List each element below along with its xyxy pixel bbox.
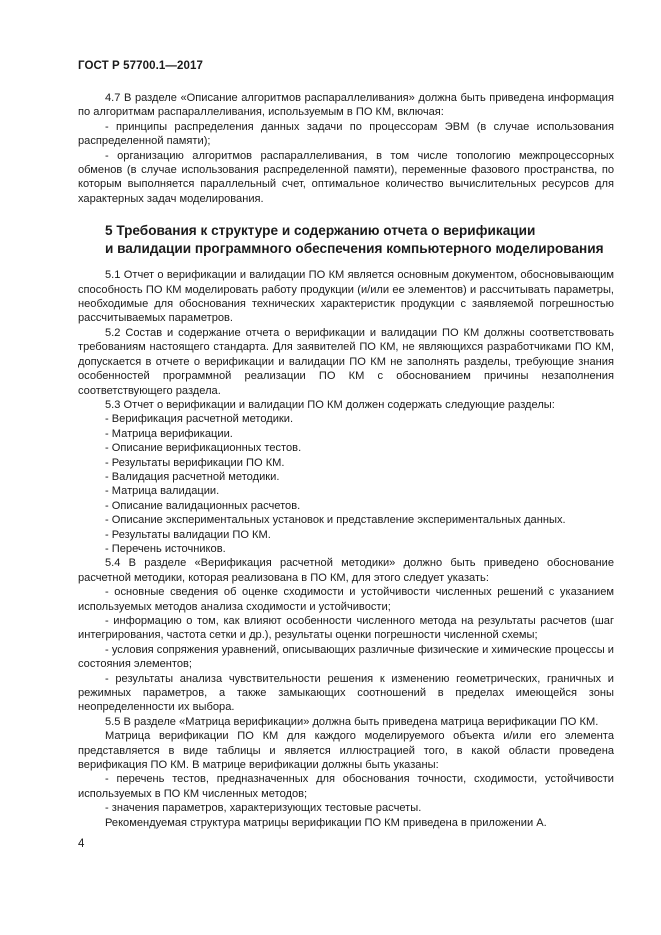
standard-header: ГОСТ Р 57700.1—2017	[78, 60, 203, 72]
list-item: - информацию о том, как влияют особенности численного метода на результаты расчетов (шаг интегрирования, частота сетки и др.), результаты оценки погрешности численной схемы;	[78, 615, 614, 642]
paragraph: Матрица верификации ПО КМ для каждого моделируемого объекта и/или его элемента представляется в виде таблицы и является иллюстрацией того, в какой области проведена верификация ПО КМ. В матрице верификации должны быть указаны:	[78, 730, 614, 772]
paragraph-5-4: 5.4 В разделе «Верификация расчетной методики» должно быть приведено обоснование расчетной методики, которая реализована в ПО КМ, для этого следует указать:	[78, 557, 614, 584]
list-item: - условия сопряжения уравнений, описывающих различные физические и химические процессы и состояния элементов;	[78, 643, 614, 671]
page-number: 4	[78, 838, 85, 850]
list-item: - Верификация расчетной методики.	[105, 413, 294, 426]
list-item: - значения параметров, характеризующих тестовые расчеты.	[105, 802, 422, 815]
paragraph-5-1: 5.1 Отчет о верификации и валидации ПО КМ является основным документом, обосновывающим способность ПО КМ моделировать работу продукции (и/или ее элементов) и рассчитывать параметры, необходимые для обоснования технических характеристик продукции с заявляемой погрешностью рассчитываемых параметров.	[78, 269, 614, 325]
list-item: - Результаты верификации ПО КМ.	[105, 456, 285, 469]
section-title-line: 5 Требования к структуре и содержанию отчета о верификации	[105, 223, 536, 239]
list-item: - Описание верификационных тестов.	[105, 442, 302, 455]
paragraph-5-2: 5.2 Состав и содержание отчета о верификации и валидации ПО КМ должны соответствовать требованиям настоящего стандарта. Для заявителей ПО КМ, не являющихся разработчиками ПО КМ, допускается в отчете о верификации и валидации ПО КМ не заполнять разделы, требующие знания особенностей программной реализации ПО КМ с обоснованием причины незаполнения соответствующего раздела.	[78, 326, 614, 397]
paragraph-4-7: 4.7 В разделе «Описание алгоритмов распараллеливания» должна быть приведена информация по алгоритмам распараллеливания, используемым в ПО КМ, включая:	[78, 92, 614, 119]
list-item: - организацию алгоритмов распараллеливания, в том числе топологию межпроцессорных обменов (в случае использования распределенной памяти), переменные фазового пространства, по которым выполняется параллельный счет, оптимальное количество вычислительных ресурсов для характерных задач моделирования.	[78, 149, 614, 205]
list-item: - перечень тестов, предназначенных для обоснования точности, сходимости, устойчивости используемых в ПО КМ численных методов;	[78, 773, 614, 800]
paragraph-5-5: 5.5 В разделе «Матрица верификации» должна быть приведена матрица верификации ПО КМ.	[105, 715, 599, 728]
section-5-title	[78, 222, 614, 258]
list-item: - Перечень источников.	[105, 542, 226, 555]
list-item: - Описание валидационных расчетов.	[105, 499, 301, 512]
list-item: - Описание экспериментальных установок и представление экспериментальных данных.	[105, 514, 566, 527]
paragraph-5-3: 5.3 Отчет о верификации и валидации ПО КМ должен содержать следующие разделы:	[105, 398, 555, 411]
section-title-line: и валидации программного обеспечения компьютерного моделирования	[105, 241, 604, 257]
list-item: - основные сведения об оценке сходимости и устойчивости численных решений с указанием используемых методов анализа сходимости и устойчивости;	[78, 586, 614, 613]
list-item: - Матрица валидации.	[105, 485, 220, 498]
list-item: - Результаты валидации ПО КМ.	[105, 528, 271, 541]
list-item: - Матрица верификации.	[105, 427, 233, 440]
paragraph: Рекомендуемая структура матрицы верификации ПО КМ приведена в приложении А.	[105, 816, 547, 829]
list-item: - результаты анализа чувствительности решения к изменению геометрических, граничных и режимных параметров, а также замыкающих соотношений в пределах имеющейся зоны неопределенности их выбора.	[78, 672, 614, 714]
document-body	[78, 91, 614, 830]
list-item: - Валидация расчетной методики.	[105, 470, 280, 483]
list-item: - принципы распределения данных задачи по процессорам ЭВМ (в случае использования распределенной памяти);	[78, 120, 614, 148]
